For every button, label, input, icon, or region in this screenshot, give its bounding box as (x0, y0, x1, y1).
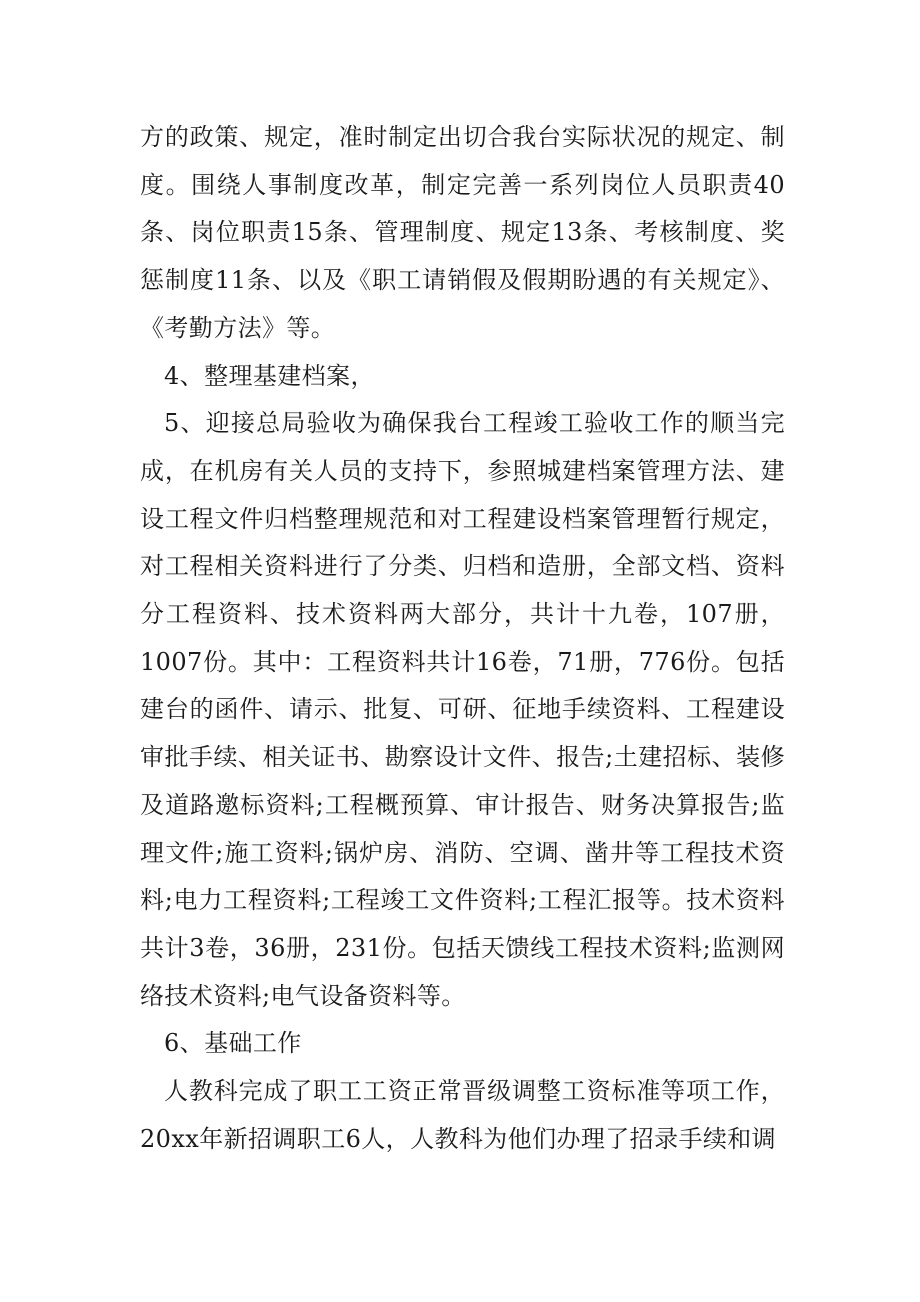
paragraph-item-4-heading: 4、整理基建档案， (164, 361, 375, 390)
paragraph-item-6-heading: 6、基础工作 (164, 1029, 302, 1058)
paragraph-personnel-work: 人教科完成了职工工资正常晋级调整工资标准等项工作，20xx年新招调职工6人，人教科为他们办理了招录手续和调 (140, 1077, 785, 1153)
paragraph-item-5-archives: 5、迎接总局验收为确保我台工程竣工验收工作的顺当完成，在机房有关人员的支持下，参照城建档案管理方法、建设工程文件归档整理规范和对工程建设档案管理暂行规定，对工程相关资料进行了分类、归档和造册，全部文档、资料分工程资料、技术资料两大部分，共计十九卷，107册，1007份。其中：工程资料共计16卷，71册，776份。包括建台的函件、请示、批复、可研、征地手续资料、工程建设审批手续、相关证书、勘察设计文件、报告;土建招标、装修及道路邀标资料;工程概预算、审计报告、财务决算报告;监理文件;施工资料;锅炉房、消防、空调、凿井等工程技术资料;电力工程资料;工程竣工文件资料;工程汇报等。技术资料共计3卷，36册，231份。包括天馈线工程技术资料;监测网络技术资料;电气设备资料等。 (140, 409, 785, 1010)
paragraph-regulations-continued: 方的政策、规定，准时制定出切合我台实际状况的规定、制度。围绕人事制度改革，制定完善一系列岗位人员职责40条、岗位职责15条、管理制度、规定13条、考核制度、奖惩制度11条、以及《职工请销假及假期盼遇的有关规定》、《考勤方法》等。 (140, 123, 785, 342)
document-body (140, 114, 785, 1163)
